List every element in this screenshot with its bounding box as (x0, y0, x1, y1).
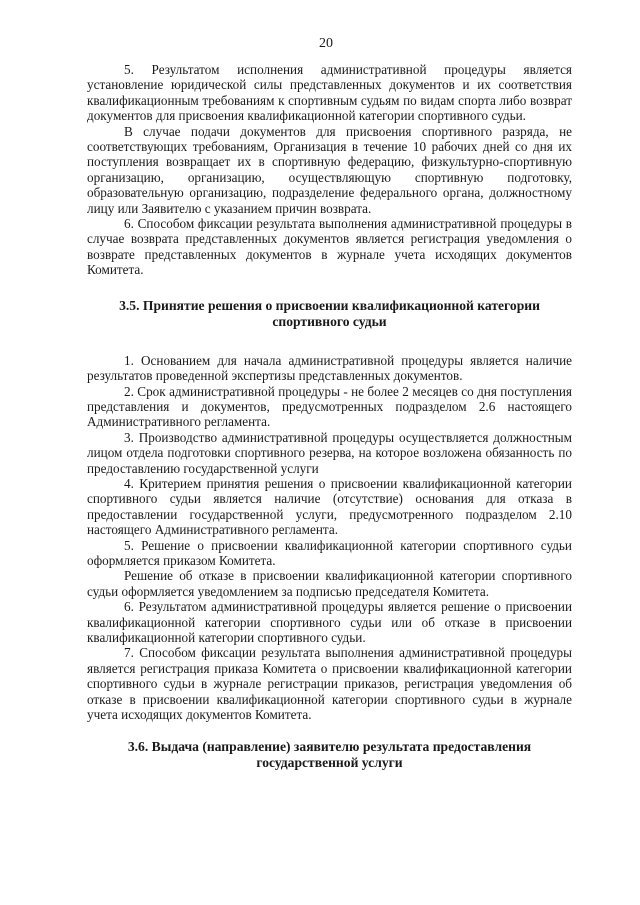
heading-line: 3.6. Выдача (направление) заявителю результата предоставления (127, 739, 532, 755)
paragraph: 4. Критерием принятия решения о присвоении квалификационной категории спортивного судьи является наличие (отсутствие) основания для отказа в предоставлении государственной услуги, предусмотренного подразделом 2.10 настоящего Административного регламента. (87, 475, 572, 538)
paragraph: 5. Результатом исполнения административной процедуры является установление юридической силы представленных документов и их соответствия квалификационным требованиям к спортивным судьям по видам спорта либо возврат документов для присвоения квалификационной категории спортивного судьи. (87, 62, 572, 124)
section-heading-3-5 (87, 298, 572, 330)
paragraph: 1. Основанием для начала административной процедуры является наличие результатов проведенной экспертизы представленных документов. (87, 352, 572, 384)
paragraph: В случае подачи документов для присвоения спортивного разряда, не соответствующих требованиям, Организация в течение 10 рабочих дней со дня их поступления возвращает их в спортивную федерацию, физкультурно-спортивную организацию, организацию, осуществляющую спортивную подготовку, образовательную организацию, подразделение федерального органа, должностному лицу или Заявителю с указанием причин возврата. (87, 123, 572, 216)
paragraph: Решение об отказе в присвоении квалификационной категории спортивного судьи оформляется уведомлением за подписью председателя Комитета. (87, 568, 572, 599)
paragraph: 3. Производство административной процедуры осуществляется должностным лицом отдела подготовки спортивного резерва, на которое возложена обязанность по предоставлению государственной услуги (87, 429, 572, 476)
paragraph: 6. Способом фиксации результата выполнения административной процедуры в случае возврата представленных документов является регистрация уведомления о возврате представленных документов в журнале учета исходящих документов Комитета. (87, 216, 572, 278)
page-number: 20 (319, 36, 333, 51)
page-content (87, 62, 572, 771)
paragraph: 6. Результатом административной процедуры является решение о присвоении квалификационной категории спортивного судьи или об отказе в присвоении квалификационной категории спортивного судьи. (87, 599, 572, 645)
paragraph: 2. Срок административной процедуры - не более 2 месяцев со дня поступления представления и документов, предусмотренных подразделом 2.6 настоящего Административного регламента. (87, 383, 572, 430)
paragraph: 7. Способом фиксации результата выполнения административной процедуры является регистрация приказа Комитета о присвоении квалификационной категории спортивного судьи в журнале регистрации приказов, регистрация уведомления об отказе в присвоении квалификационной категории спортивного судьи в журнале учета исходящих документов Комитета. (87, 645, 572, 723)
heading-line: государственной услуги (256, 755, 403, 771)
paragraph: 5. Решение о присвоении квалификационной категории спортивного судьи оформляется приказом Комитета. (87, 537, 572, 568)
heading-line: спортивного судьи (272, 313, 387, 329)
heading-line: 3.5. Принятие решения о присвоении квалификационной категории (119, 297, 540, 313)
section-heading-3-6 (87, 739, 572, 771)
